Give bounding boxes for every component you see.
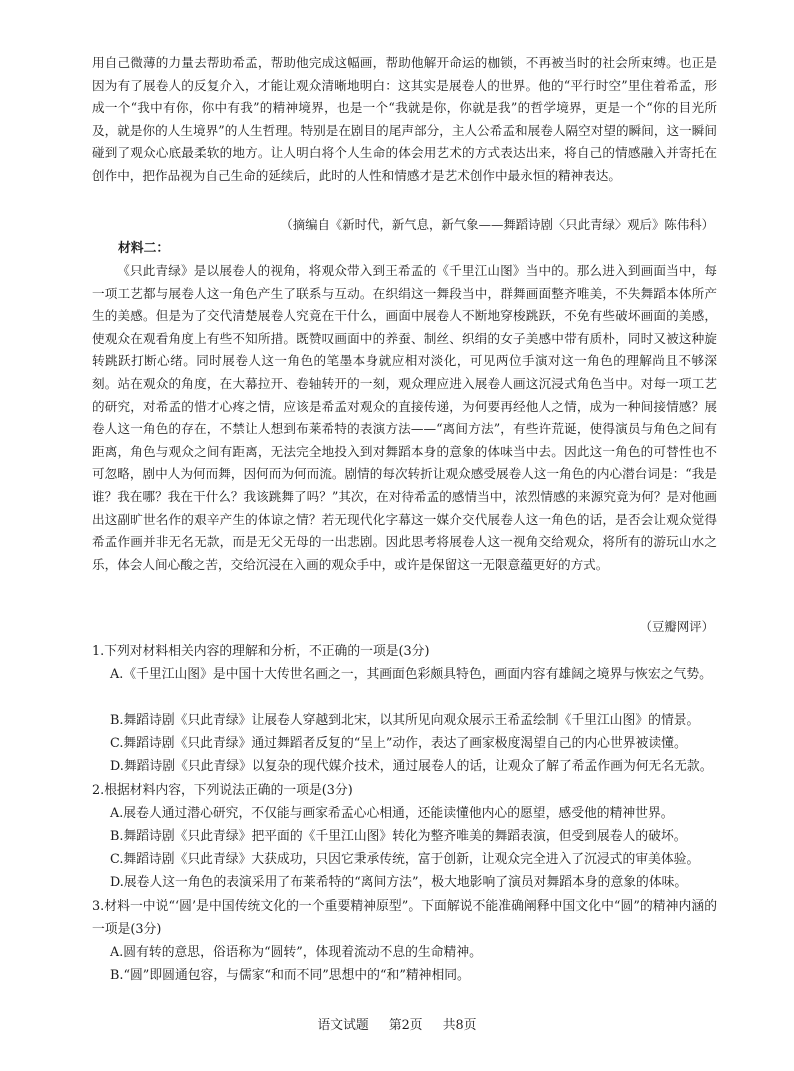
question-3-option-a: A.圆有转的意思，俗语称为“圆转”，体现着流动不息的生命精神。: [110, 945, 482, 960]
question-3-option-b: B.“圆”即圆通包容，与儒家“和而不同”思想中的“和”精神相同。: [110, 968, 470, 983]
question-2-option-c: C.舞蹈诗剧《只此青绿》大获成功，只因它秉承传统，富于创新，让观众完全进入了沉浸式的审美体验。: [110, 852, 700, 867]
question-2-option-d: D.展卷人这一角色的表演采用了布莱希特的“离间方法”，极大地影响了演员对舞蹈本身的意象的体味。: [110, 875, 688, 890]
question-2-stem: 2.根据材料内容，下列说法正确的一项是(3分): [92, 783, 353, 798]
question-1-option-a: A.《千里江山图》是中国十大传世名画之一，其画面色彩颇具特色，画面内容有雄阔之境界与恢宏之气势。: [110, 667, 712, 682]
material2-source: （豆瓣网评）: [639, 619, 714, 634]
question-3-stem: 3.材料一中说“‘圆’是中国传统文化的一个重要精神原型”。下面解说不能准确阐释中国文化中“圆”的精神内涵的一项是(3分): [92, 899, 717, 937]
question-1-option-b: B.舞蹈诗剧《只此青绿》让展卷人穿越到北宋，以其所见向观众展示王希孟绘制《千里江山图》的情景。: [110, 713, 700, 728]
material2-body-paragraph: 《只此青绿》是以展卷人的视角，将观众带入到王希孟的《千里江山图》当中的。那么进入到画面当中，每一项工艺都与展卷人这一角色产生了联系与互动。在织绢这一舞段当中，群舞画面整齐唯美，不失舞蹈本体所产生的美感。但是为了交代清楚展卷人究竟在干什么，画面中展卷人不断地穿梭跳跃，不免有些破坏画面的美感，使观众在观看角度上有些不知所措。既赞叹画面中的养蚕、制丝、织绢的女子美感中带有质朴，同时又被这种旋转跳跃打断心绪。同时展卷人这一角色的笔墨本身就应相对淡化，可见两位手演对这一角色的理解尚且不够深刻。站在观众的角度，在大幕拉开、卷轴转开的一刻，观众理应进入展卷人画这沉浸式角色当中。对每一项工艺的研究，对希孟的惜才心疼之情，应该是希孟对观众的直接传递，为何要再经他人之情，成为一种间接情感？展卷人这一角色的存在，不禁让人想到布莱希特的表演方法——“离间方法”，有些许荒诞，使得演员与角色之间有距离，角色与观众之间有距离，无法完全地投入到对舞蹈本身的意象的体味当中去。因此这一角色的可替性也不可忽略，剧中人为何而舞，因何而为何而流。剧情的每次转折让观众感受展卷人这一角色的内心潜台词是：“我是谁？我在哪？我在干什么？我该跳舞了吗？”其次，在对待希孟的感情当中，浓烈情感的来源究竟为何？是对他画出这副旷世名作的艰辛产生的体谅之情？若无现代化字幕这一媒介交代展卷人这一角色的话，是否会让观众觉得希孟作画并非无名无款，而是无父无母的一出悲剧。因此思考将展卷人这一视角交给观众，将所有的游玩山水之乐，体会人间心酸之苦，交给沉浸在入画的观众手中，或许是保留这一无限意蕴更好的方式。: [92, 263, 717, 572]
page-footer: [0, 1016, 794, 1036]
material1-source: （摘编自《新时代，新气息，新气象——舞蹈诗剧〈只此青绿〉观后》陈伟科）: [280, 217, 714, 232]
question-1-stem: 1.下列对材料相关内容的理解和分析，不正确的一项是(3分): [92, 644, 430, 659]
footer-total-pages: 共8页: [442, 1018, 477, 1033]
material2-heading: 材料二：: [118, 241, 170, 256]
material1-tail-paragraph: 用自己微薄的力量去帮助希孟，帮助他完成这幅画，帮助他解开命运的枷锁，不再被当时的社会所束缚。也正是因为有了展卷人的反复介入，才能让观众清晰地明白：这其实是展卷人的世界。他的“平行时空”里住着希孟，形成一个“我中有你，你中有我”的精神境界，也是一个“我就是你，你就是我”的哲学境界，更是一个“你的目光所及，就是你的人生境界”的人生哲理。特别是在剧目的尾声部分，主人公希孟和展卷人隔空对望的瞬间，这一瞬间碰到了观众心底最柔软的地方。让人明白将个人生命的体会用艺术的方式表达出来，将自己的情感融入并寄托在创作中，把作品视为自己生命的延续后，此时的人性和情感才是艺术创作中最永恒的精神表达。: [92, 55, 717, 183]
question-1-option-c: C.舞蹈诗剧《只此青绿》通过舞蹈者反复的“呈上”动作，表达了画家极度渴望自己的内心世界被读懂。: [110, 736, 687, 751]
question-2-option-a: A.展卷人通过潜心研究，不仅能与画家希孟心心相通，还能读懂他内心的愿望，感受他的精神世界。: [110, 806, 674, 821]
question-1-option-d: D.舞蹈诗剧《只此青绿》以复杂的现代媒介技术，通过展卷人的话，让观众了解了希孟作画为何无名无款。: [110, 759, 713, 774]
footer-subject: 语文试题: [317, 1018, 369, 1033]
footer-page-number: 第2页: [388, 1018, 423, 1033]
question-2-option-b: B.舞蹈诗剧《只此青绿》把平面的《千里江山图》转化为整齐唯美的舞蹈表演，但受到展卷人的破坏。: [110, 829, 687, 844]
